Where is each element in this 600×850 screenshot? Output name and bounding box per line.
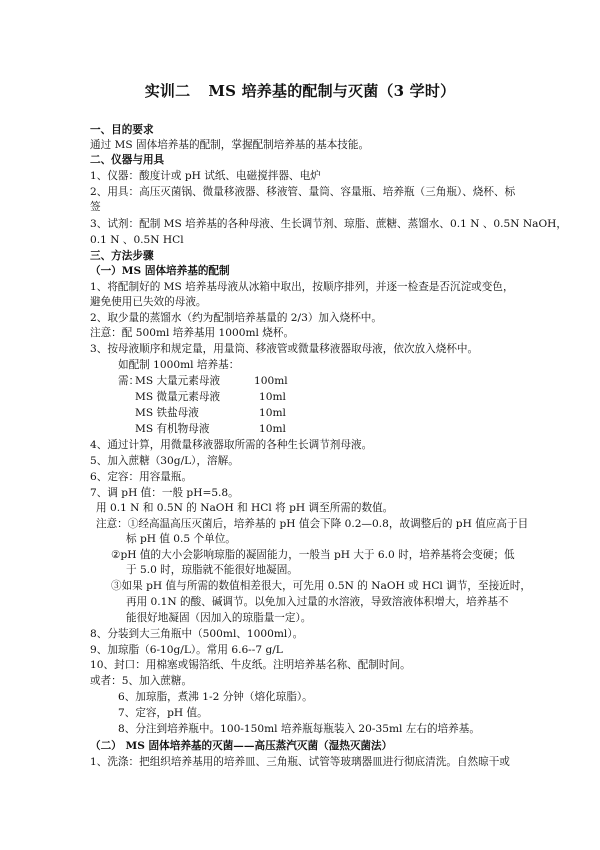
text-line: 1、洗涤：把组织培养基用的培养皿、三角瓶、试管等玻璃器皿进行彻底清洗。自然晾干或 — [90, 756, 510, 768]
text-line: 2、用具：高压灭菌锅、微量移液器、移液管、量筒、容量瓶、培养瓶（三角瓶）、烧杯、标 — [90, 186, 516, 198]
text-line: 1、仪器：酸度计或 pH 试纸、电磁搅拌器、电炉 — [90, 170, 321, 182]
text-line: 注意：①经高温高压灭菌后，培养基的 pH 值会下降 0.2—0.8，故调整后的 pH 值应高于目 — [96, 518, 529, 530]
text-line: 3、按母液顺序和规定量，用量筒、移液管或微量移液器取母液，依次放入烧杯中。 — [90, 343, 479, 355]
text-line: 4、通过计算，用微量移液器取所需的各种生长调节剂母液。 — [90, 439, 373, 451]
text-line: 6、加琼脂，煮沸 1-2 分钟（熔化琼脂）。 — [118, 691, 313, 703]
text-line: 7、调 pH 值：一般 pH=5.8。 — [90, 487, 239, 499]
text-line: 5、加入蔗糖（30g/L），溶解。 — [90, 455, 239, 467]
text-line: 如配制 1000ml 培养基： — [118, 359, 240, 371]
text-line: 用 0.1 N 和 0.5N 的 NaOH 和 HCl 将 pH 调至所需的数值。 — [96, 502, 394, 514]
subsection-heading: （二） MS 固体培养基的灭菌——高压蒸汽灭菌（湿热灭菌法） — [90, 740, 393, 752]
text-line: 8、分注到培养瓶中。100-150ml 培养瓶每瓶装入 20-35ml 左右的培养基。 — [118, 723, 480, 735]
text-line: 10、封口：用棉塞或锡箔纸、牛皮纸。注明培养基名称、配制时间。 — [90, 659, 411, 671]
document-title — [0, 80, 600, 101]
text-line: 2、取少量的蒸馏水（约为配制培养基量的 2/3）加入烧杯中。 — [90, 312, 382, 324]
text-line: 再用 0.1N 的酸、碱调节。以免加入过量的水溶液，导致溶液体积增大，培养基不 — [126, 596, 509, 608]
text-line: 或者：5、加入蔗糖。 — [90, 675, 193, 687]
text-line: 0.1 N 、0.5N HCl — [90, 234, 184, 246]
recipe-item-name: MS 大量元素母液 — [135, 375, 221, 387]
recipe-item-volume: 10ml — [259, 423, 286, 435]
recipe-item-name: MS 微量元素母液 — [135, 391, 221, 403]
text-line: 注意：配 500ml 培养基用 1000ml 烧杯。 — [90, 327, 295, 339]
text-line: 1、将配制好的 MS 培养基母液从冰箱中取出，按顺序排列，并逐一检查是否沉淀或变色， — [90, 281, 514, 293]
text-line: 9、加琼脂（6-10g/L）。常用 6.6--7 g/L — [90, 644, 283, 656]
recipe-prefix: 需： — [118, 375, 140, 387]
title-part-1: 实训二 — [144, 82, 191, 100]
recipe-item-name: MS 有机物母液 — [135, 423, 210, 435]
text-line: 7、定容，pH 值。 — [118, 707, 208, 719]
text-line: ③如果 pH 值与所需的数值相差很大，可先用 0.5N 的 NaOH 或 HCl 调节，至接近时， — [111, 580, 531, 592]
subsection-heading: （一）MS 固体培养基的配制 — [90, 265, 230, 277]
title-part-2: MS 培养基的配制与灭菌（3 学时） — [208, 82, 456, 100]
text-line: 8、分装到大三角瓶中（500ml、1000ml）。 — [90, 628, 304, 640]
text-line: 6、定容：用容量瓶。 — [90, 471, 193, 483]
section-heading: 一、目的要求 — [90, 124, 154, 136]
recipe-item-volume: 100ml — [254, 375, 288, 387]
text-line: 于 5.0 时，琼脂就不能很好地凝固。 — [126, 564, 298, 576]
text-line: 标 pH 值 0.5 个单位。 — [126, 533, 236, 545]
text-line: ②pH 值的大小会影响琼脂的凝固能力，一般当 pH 大于 6.0 时，培养基将会变硬；低 — [111, 549, 515, 561]
text-line: 能很好地凝固（因加入的琼脂量一定）。 — [126, 612, 312, 624]
text-line: 3、试剂：配制 MS 培养基的各种母液、生长调节剂、琼脂、蔗糖、蒸馏水、0.1 N 、0.5N NaOH， — [90, 218, 568, 230]
recipe-item-name: MS 铁盐母液 — [135, 407, 199, 419]
text-line: 签 — [90, 201, 101, 213]
section-heading: 三、方法步骤 — [90, 250, 154, 262]
text-line: 通过 MS 固体培养基的配制，掌握配制培养基的基本技能。 — [90, 139, 370, 151]
recipe-item-volume: 10ml — [259, 407, 286, 419]
text-line: 避免使用已失效的母液。 — [90, 296, 207, 308]
section-heading: 二、仪器与用具 — [90, 154, 165, 166]
recipe-item-volume: 10ml — [259, 391, 286, 403]
